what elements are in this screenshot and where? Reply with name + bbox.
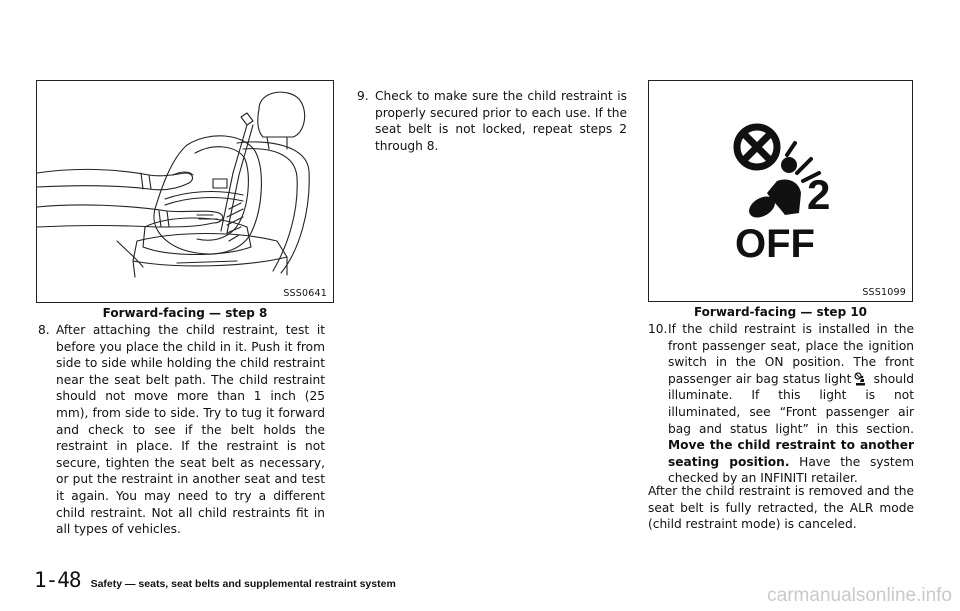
step-number: 8. xyxy=(38,323,50,337)
step-text: After attaching the child restraint, test it before you place the child in it. Push it from side to side while holding the child restraint near the seat belt path. The child restraint should not move more than 1 inch (25 mm), from side to side. Try to tug it forward and check to see if the belt holds the restraint in place. If the restraint is not secure, tighten the seat belt as necessary, or put the restraint in another seat and test it again. You may need to try a different child restraint. Not all child restraints fit in all types of vehicles. xyxy=(56,323,325,537)
step-number: 10. xyxy=(648,322,668,336)
step-9 xyxy=(357,88,627,154)
svg-text:2: 2 xyxy=(807,171,831,218)
step-10 xyxy=(648,321,914,487)
child-seat-illustration xyxy=(37,81,333,281)
figure-code: SSS0641 xyxy=(283,288,327,299)
page-number: 1-48 xyxy=(34,568,81,592)
after-paragraph: After the child restraint is removed and the seat belt is fully retracted, the ALR mode (child restraint mode) is canceled. xyxy=(648,484,914,532)
step-text-bold: Move the child restraint to another seating position. xyxy=(668,438,914,469)
step-text xyxy=(648,321,914,487)
passenger-airbag-off-icon xyxy=(649,81,912,271)
page-footer xyxy=(34,568,396,592)
airbag-status-light-icon xyxy=(853,372,867,386)
step-8 xyxy=(38,322,325,538)
figure-child-seat xyxy=(36,80,334,303)
section-title: Safety — seats, seat belts and supplemental restraint system xyxy=(90,578,396,590)
indicator-off-text: OFF xyxy=(735,222,815,266)
step-text-b: should illuminate. If this light is not illuminated, see “Front passenger air bag and status light” in this section. xyxy=(668,371,915,436)
figure-caption: Forward-facing — step 8 xyxy=(102,306,268,320)
figure-code: SSS1099 xyxy=(862,287,906,298)
figure-airbag-indicator xyxy=(648,80,913,302)
step-number: 9. xyxy=(357,89,369,103)
step-text-a: If the child restraint is installed in the front passenger seat, place the ignition switch in the ON position. The front passenger air bag status light xyxy=(668,322,914,386)
step-text: Check to make sure the child restraint is properly secured prior to each use. If the seat belt is not locked, repeat steps 2 through 8. xyxy=(375,89,627,153)
watermark: carmanualsonline.info xyxy=(767,585,952,606)
step-text-c: Have the system checked by an INFINITI retailer. xyxy=(668,454,915,486)
figure-caption: Forward-facing — step 10 xyxy=(693,305,868,319)
